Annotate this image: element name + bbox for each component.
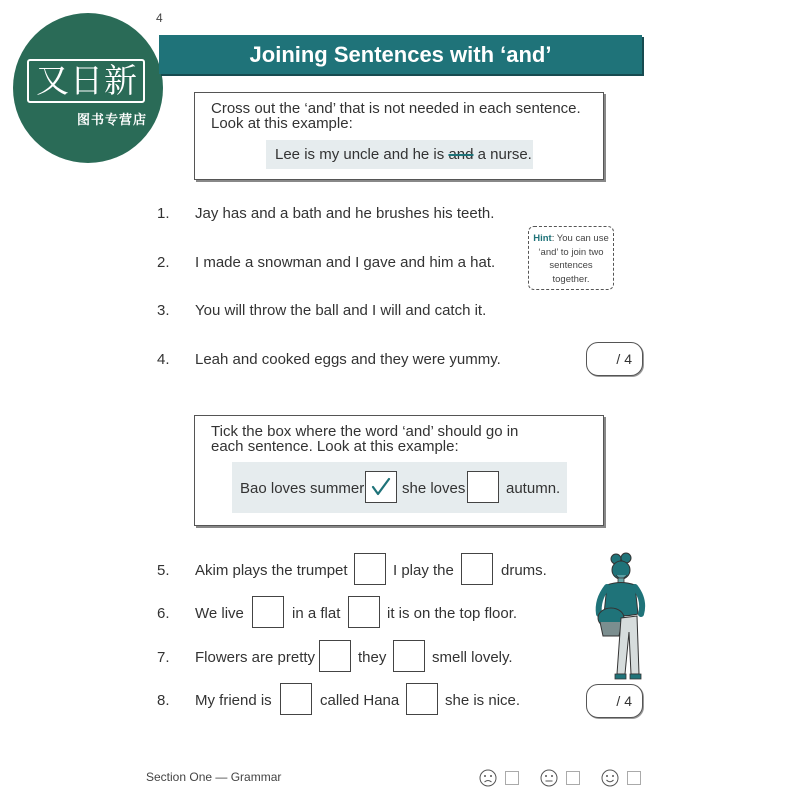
hint-text: : You can use ‘and’ to join two sentences together. (538, 233, 609, 285)
page-number: 4 (156, 11, 163, 25)
question-part: Akim plays the trumpet (195, 562, 348, 579)
instruction-line-1: Tick the box where the word ‘and’ should go in (211, 423, 519, 440)
instruction-line-2: Look at this example: (211, 115, 353, 132)
instruction-line-1: Cross out the ‘and’ that is not needed in each sentence. (211, 100, 581, 117)
happy-face-icon[interactable] (601, 769, 619, 787)
answer-checkbox[interactable] (348, 596, 380, 628)
question-part: they (358, 649, 387, 666)
answer-checkbox[interactable] (319, 640, 351, 672)
sad-face-icon[interactable] (479, 769, 497, 787)
question-text[interactable]: Leah and cooked eggs and they were yummy. (195, 351, 501, 368)
hint-content (533, 232, 609, 286)
question-number: 1. (157, 205, 170, 222)
score-box-a[interactable] (586, 342, 643, 376)
question-number: 4. (157, 351, 170, 368)
self-assess-checkbox[interactable] (566, 771, 580, 785)
page-title: Joining Sentences with ‘and’ (249, 42, 552, 67)
score-box-b[interactable] (586, 684, 643, 718)
title-banner (159, 35, 642, 74)
example-struck-word: and (448, 146, 474, 163)
question-part: I play the (393, 562, 454, 579)
question-number: 2. (157, 254, 170, 271)
self-assess-checkbox[interactable] (505, 771, 519, 785)
question-part: in a flat (292, 605, 341, 622)
example-after: a nurse. (477, 146, 532, 163)
example-part-1: Bao loves summer (240, 480, 365, 497)
hint-label: Hint (533, 233, 552, 244)
tick-icon (366, 472, 396, 502)
question-text[interactable]: Jay has and a bath and he brushes his teeth. (195, 205, 495, 222)
example-ticked-box (365, 471, 397, 503)
question-text[interactable]: I made a snowman and I gave and him a hat. (195, 254, 496, 271)
question-part: drums. (501, 562, 547, 579)
example-strip (266, 140, 533, 169)
example-strip (232, 462, 567, 513)
question-number: 5. (157, 562, 170, 579)
answer-checkbox[interactable] (406, 683, 438, 715)
self-assess-checkbox[interactable] (627, 771, 641, 785)
question-number: 8. (157, 692, 170, 709)
example-sentence (275, 146, 532, 163)
example-before: Lee is my uncle and he is (275, 146, 445, 163)
question-part: Flowers are pretty (195, 649, 316, 666)
question-part: smell lovely. (432, 649, 513, 666)
neutral-face-icon[interactable] (540, 769, 558, 787)
question-part: called Hana (320, 692, 400, 709)
answer-checkbox[interactable] (461, 553, 493, 585)
score-label: / 4 (616, 693, 632, 709)
girl-drummer-illustration (585, 552, 653, 682)
example-part-2: she loves (402, 480, 466, 497)
question-number: 7. (157, 649, 170, 666)
instruction-box-crossout (194, 92, 604, 180)
footer-section-label: Section One — Grammar (146, 770, 282, 784)
instruction-box-tick (194, 415, 604, 526)
logo-sub-text: 图书专营店 (76, 112, 147, 127)
instruction-line-2: each sentence. Look at this example: (211, 438, 459, 455)
example-empty-box (467, 471, 499, 503)
answer-checkbox[interactable] (280, 683, 312, 715)
score-label: / 4 (616, 351, 632, 367)
question-number: 6. (157, 605, 170, 622)
hint-box (528, 226, 614, 290)
question-part: My friend is (195, 692, 272, 709)
answer-checkbox[interactable] (354, 553, 386, 585)
answer-checkbox[interactable] (252, 596, 284, 628)
question-number: 3. (157, 302, 170, 319)
question-part: We live (195, 605, 244, 622)
question-text[interactable]: You will throw the ball and I will and catch it. (195, 302, 487, 319)
answer-checkbox[interactable] (393, 640, 425, 672)
example-part-3: autumn. (506, 480, 561, 497)
question-part: she is nice. (445, 692, 521, 709)
logo-main-text: 又日新 (36, 61, 138, 100)
question-part: it is on the top floor. (387, 605, 518, 622)
